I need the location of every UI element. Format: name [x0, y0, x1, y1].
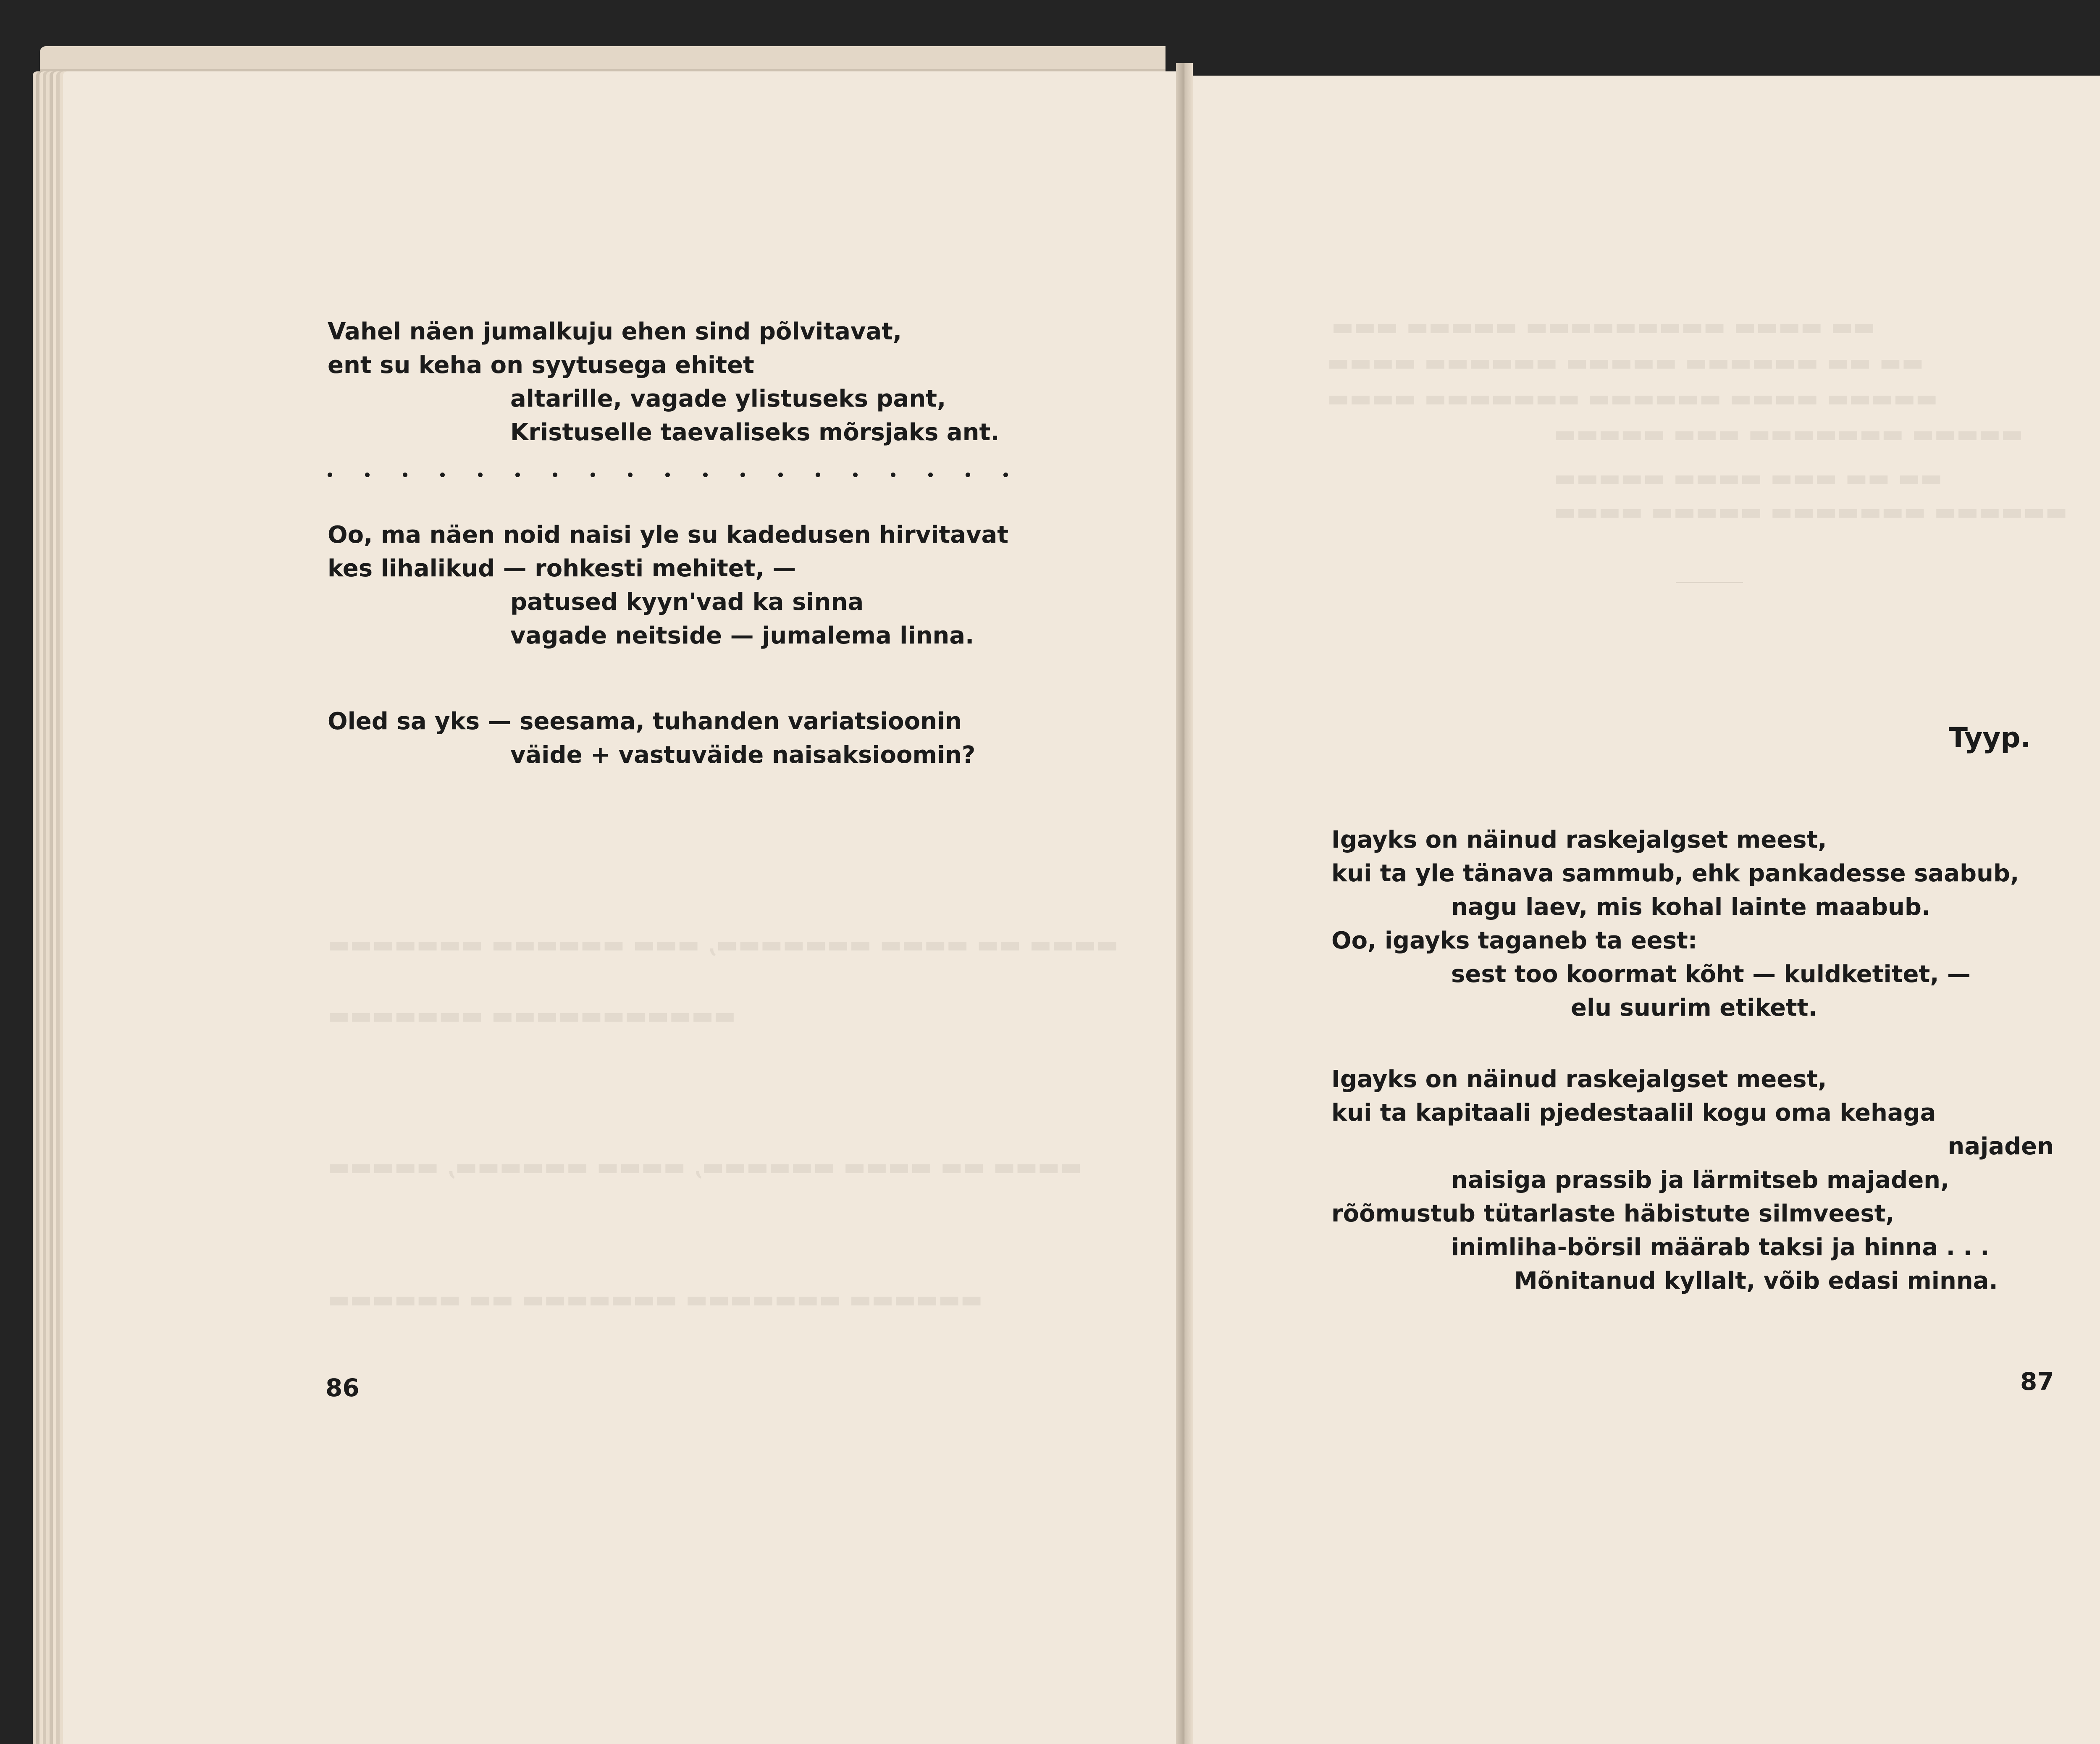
- ellipsis-dot: [928, 473, 933, 477]
- show-through-text: ▬▬ ▬▬ ▬▬▬ ▬▬▬▬ ▬▬▬▬▬: [1554, 464, 1942, 492]
- ellipsis-dot: [628, 473, 633, 477]
- ellipsis-dot: [740, 473, 745, 477]
- ellipsis-dot: [778, 473, 783, 477]
- page-stack-edge: [40, 46, 1166, 69]
- show-through-text: ▬▬▬▬▬ ▬▬▬▬ ▬▬▬▬▬▬ ▬▬▬▬▬▬▬ ▬▬▬▬: [1327, 384, 1938, 412]
- show-through-text: ▬▬▬▬▬▬ ▬▬▬▬▬▬▬ ▬▬▬▬▬ ▬▬▬▬: [1554, 498, 2068, 525]
- show-through-text: ▬▬ ▬▬▬▬ ▬▬▬▬▬▬▬▬▬ ▬▬▬▬▬ ▬▬▬: [1331, 313, 1875, 341]
- poem-line: kui ta kapitaali pjedestaalil kogu oma kehaga: [1331, 1099, 1936, 1127]
- poem-line: nagu laev, mis kohal lainte maabub.: [1451, 893, 1931, 921]
- show-through-text: ▬▬▬▬▬ ▬▬▬▬▬▬▬ ▬▬▬ ▬▬▬▬▬: [1554, 420, 2023, 448]
- poem-line: Igayks on näinud raskejalgset meest,: [1331, 826, 1827, 854]
- ellipsis-dot: [440, 473, 445, 477]
- ellipsis-dot: [478, 473, 483, 477]
- show-through-rule: [1676, 582, 1743, 583]
- poem-line: rõõmustub tütarlaste häbistute silmveest,: [1331, 1200, 1895, 1227]
- page-number-left: 86: [326, 1374, 360, 1402]
- ellipsis-dot: [966, 473, 970, 477]
- show-through-text: ▬▬▬▬▬▬ ▬▬▬▬▬▬▬ ▬▬▬▬▬▬▬ ▬▬ ▬▬▬▬▬▬: [328, 1285, 983, 1313]
- poem-line: Oo, ma näen noid naisi yle su kadedusen hirvitavat: [328, 521, 1009, 549]
- book-gutter: [1176, 63, 1193, 1744]
- ellipsis-dot: [328, 473, 332, 477]
- show-through-text: ▬▬ ▬▬ ▬▬▬▬▬▬ ▬▬▬▬▬ ▬▬▬▬▬▬ ▬▬▬▬: [1327, 349, 1924, 376]
- ellipsis-dot: [1003, 473, 1008, 477]
- poem-line: Oo, igayks taganeb ta eest:: [1331, 927, 1698, 954]
- poem-line: elu suurim etikett.: [1571, 994, 1817, 1022]
- ellipsis-dot: [853, 473, 858, 477]
- show-through-text: ▬▬▬▬▬▬▬▬▬▬▬ ▬▬▬▬▬▬▬: [328, 1002, 736, 1030]
- ellipsis-dot: [665, 473, 670, 477]
- ellipsis-dot: [403, 473, 407, 477]
- poem-line: najaden: [1948, 1133, 2054, 1160]
- poem-line: altarille, vagade ylistuseks pant,: [510, 385, 946, 412]
- ellipsis-dot: [553, 473, 557, 477]
- ellipsis-dot: [515, 473, 520, 477]
- ellipsis-dot: [703, 473, 708, 477]
- poem-line: sest too koormat kõht — kuldketitet, —: [1451, 961, 1971, 988]
- show-through-text: ▬▬▬▬ ▬▬ ▬▬▬▬ ▬▬▬▬▬▬, ▬▬▬▬ ▬▬▬▬▬▬, ▬▬▬▬▬: [328, 1153, 1082, 1181]
- poem-line: Igayks on näinud raskejalgset meest,: [1331, 1066, 1827, 1093]
- poem-line: väide + vastuväide naisaksioomin?: [510, 741, 976, 769]
- poem-line: ent su keha on syytusega ehitet: [328, 352, 754, 379]
- poem-line: patused kyyn'vad ka sinna: [510, 588, 864, 616]
- poem-line: Mõnitanud kyllalt, võib edasi minna.: [1514, 1267, 1998, 1295]
- ellipsis-dot: [365, 473, 370, 477]
- poem-line: Kristuselle taevaliseks mõrsjaks ant.: [510, 419, 1000, 446]
- poem-line: naisiga prassib ja lärmitseb majaden,: [1451, 1166, 1950, 1194]
- poem-line: kes lihalikud — rohkesti mehitet, —: [328, 555, 796, 582]
- show-through-text: ▬▬▬▬ ▬▬ ▬▬▬▬ ▬▬▬▬▬▬▬, ▬▬▬ ▬▬▬▬▬▬ ▬▬▬▬▬▬▬: [328, 930, 1118, 958]
- poem-line: inimliha-börsil määrab taksi ja hinna . . .: [1451, 1234, 1990, 1261]
- poem-line: Oled sa yks — seesama, tuhanden variatsioonin: [328, 708, 962, 735]
- ellipsis-row: [328, 473, 1008, 477]
- ellipsis-dot: [591, 473, 595, 477]
- poem-title: Tyyp.: [1949, 722, 2031, 754]
- poem-line: kui ta yle tänava sammub, ehk pankadesse saabub,: [1331, 860, 2019, 887]
- poem-line: Vahel näen jumalkuju ehen sind põlvitavat,: [328, 318, 902, 345]
- ellipsis-dot: [816, 473, 820, 477]
- ellipsis-dot: [891, 473, 895, 477]
- poem-line: vagade neitside — jumalema linna.: [510, 622, 974, 649]
- page-number-right: 87: [2020, 1367, 2054, 1396]
